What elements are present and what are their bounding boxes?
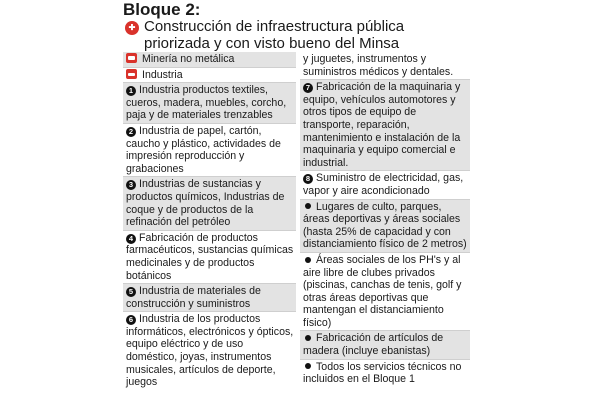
number-badge: 2 [126, 127, 136, 137]
number-badge: 5 [126, 287, 136, 297]
bullet-icon [305, 257, 311, 263]
bullet-icon [305, 363, 311, 369]
health-badge-icon: ✚ [125, 21, 139, 35]
list-item: Industria [123, 68, 296, 84]
number-badge: 8 [303, 174, 313, 184]
list-item: Minería no metálica [123, 52, 296, 68]
list-item: 7 Fabricación de la maquinaria y equipo, vehículos automotores y otros tipos de equipo de transporte, reparación, mantenimiento e instalación de la maquinaria y equipo comercial e industrial. [300, 80, 470, 171]
number-badge: 1 [126, 86, 136, 96]
list-item: Fabricación de artículos de madera (incluye ebanistas) [300, 331, 470, 359]
page-title: Bloque 2: [123, 0, 201, 19]
list-item: 8 Suministro de electricidad, gas, vapor y aire acondicionado [300, 171, 470, 199]
list-item: 6 Industria de los productos informáticos, electrónicos y ópticos, equipo eléctrico y de uso doméstico, joyas, instrumentos musicales, artículos de deporte, juegos [126, 313, 294, 389]
list-item: Áreas sociales de los PH's y al aire libre de clubes privados (piscinas, canchas de tenis, golf y otras áreas deportivas que mantengan el distanciamiento físico) [300, 253, 470, 332]
list-item: 2 Industria de papel, cartón, caucho y plástico, actividades de impresión reproducción y grabaciones [123, 124, 296, 177]
bullet-icon [305, 203, 311, 209]
factory-icon [126, 69, 137, 79]
right-column [300, 52, 470, 387]
left-column [123, 52, 296, 390]
list-item: Lugares de culto, parques, áreas deportivas y áreas sociales (hasta 25% de capacidad y con distanciamiento físico de 2 metros) [300, 200, 470, 253]
list-item: y juguetes, instrumentos y suministros médicos y dentales. [300, 52, 470, 80]
number-badge: 6 [126, 315, 136, 325]
list-item: 1 Industria productos textiles, cueros, madera, muebles, corcho, paja y de materiales trenzables [123, 83, 296, 124]
list-item: Todos los servicios técnicos no incluidos en el Bloque 1 [303, 360, 462, 386]
list-item: 3 Industrias de sustancias y productos químicos, Industrias de coque y de productos de la refinación del petróleo [123, 177, 296, 230]
number-badge: 3 [126, 180, 136, 190]
number-badge: 7 [303, 83, 313, 93]
number-badge: 4 [126, 234, 136, 244]
list-item: 4 Fabricación de productos farmacéuticos, sustancias químicas medicinales y de productos botánicos [123, 231, 296, 284]
bullet-icon [305, 335, 311, 341]
mining-icon [126, 53, 137, 63]
list-item: 5 Industria de materiales de construcción y suministros [123, 284, 296, 312]
subtitle: Construcción de infraestructura pública priorizada y con visto bueno del Minsa [144, 18, 405, 52]
